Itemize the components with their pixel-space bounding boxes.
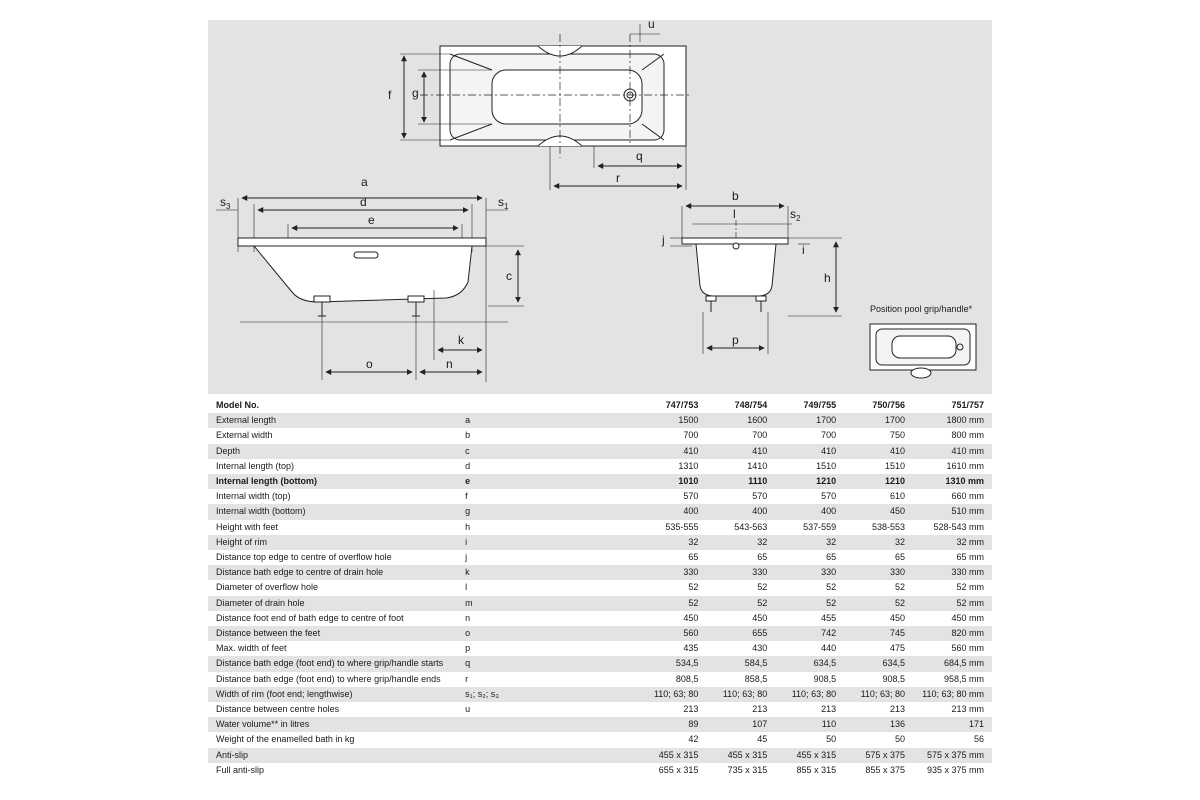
row-value: 560 bbox=[683, 628, 699, 639]
dim-label-s2: $s_2$ bbox=[790, 207, 801, 223]
row-label: Depth bbox=[216, 445, 241, 456]
row-value: 32 bbox=[757, 536, 768, 547]
row-value: 634,5 bbox=[882, 658, 905, 669]
row-value: 450 mm bbox=[951, 612, 984, 623]
row-value: 52 bbox=[688, 597, 699, 608]
row-value: 700 bbox=[821, 430, 837, 441]
row-symbol: g bbox=[465, 506, 471, 517]
row-value: 820 mm bbox=[951, 628, 984, 639]
row-label: External width bbox=[216, 430, 273, 441]
row-label: Height of rim bbox=[216, 536, 268, 547]
row-value: 65 bbox=[894, 552, 905, 563]
row-value: 213 bbox=[889, 704, 905, 715]
row-value: 700 bbox=[752, 430, 768, 441]
row-value: 110; 63; 80 mm bbox=[922, 688, 984, 699]
row-symbol bbox=[457, 748, 637, 763]
row-value: 450 bbox=[889, 506, 905, 517]
row-value: 510 mm bbox=[951, 506, 984, 517]
overflow-hole-icon bbox=[733, 243, 739, 249]
row-value: 89 bbox=[688, 719, 699, 730]
row-label: Internal length (top) bbox=[216, 460, 295, 471]
row-value: 1210 bbox=[884, 476, 905, 487]
row-value: 750 bbox=[889, 430, 905, 441]
row-value: 65 mm bbox=[956, 552, 984, 563]
row-symbol: c bbox=[465, 445, 470, 456]
table-row bbox=[208, 459, 992, 474]
table-row bbox=[208, 641, 992, 656]
row-value: 110; 63; 80 bbox=[722, 688, 768, 699]
table-row bbox=[208, 626, 992, 641]
row-value: 410 bbox=[821, 445, 837, 456]
row-symbol: b bbox=[465, 430, 471, 441]
row-value: 1110 bbox=[748, 476, 768, 487]
side-view-rim bbox=[238, 238, 486, 246]
dim-label-f: f bbox=[388, 88, 392, 102]
row-symbol: k bbox=[465, 567, 470, 578]
row-value: 450 bbox=[683, 612, 699, 623]
row-value: 858,5 bbox=[744, 673, 768, 684]
dim-label-g: g bbox=[412, 86, 419, 100]
row-value: 1700 bbox=[884, 415, 905, 426]
row-value: 430 bbox=[752, 643, 768, 654]
row-symbol: s₁; s₂; s₃ bbox=[465, 688, 499, 699]
end-view-tub-body bbox=[696, 244, 776, 296]
top-view-basin bbox=[492, 70, 642, 124]
row-symbol bbox=[457, 732, 637, 747]
row-value: 742 bbox=[821, 628, 837, 639]
row-value: 171 bbox=[968, 719, 984, 730]
row-label: Distance between the feet bbox=[216, 628, 321, 639]
row-value: 1500 bbox=[678, 415, 699, 426]
row-value: 52 mm bbox=[956, 597, 984, 608]
table-row bbox=[208, 763, 992, 778]
row-symbol: q bbox=[465, 658, 471, 669]
side-grip-handle bbox=[354, 252, 378, 258]
row-value: 450 bbox=[889, 612, 905, 623]
table-row bbox=[208, 550, 992, 565]
row-value: 534,5 bbox=[675, 658, 699, 669]
row-value: 935 x 375 mm bbox=[926, 764, 984, 775]
row-symbol: e bbox=[465, 476, 471, 487]
row-value: 400 bbox=[683, 506, 699, 517]
dim-label-d: d bbox=[360, 195, 367, 209]
row-value: 808,5 bbox=[675, 673, 699, 684]
row-value: 45 bbox=[757, 734, 768, 745]
table-row bbox=[208, 535, 992, 550]
row-value: 450 bbox=[752, 612, 768, 623]
row-value: 570 bbox=[752, 491, 768, 502]
row-value: 735 x 315 bbox=[727, 764, 768, 775]
row-label: Anti-slip bbox=[216, 749, 249, 760]
row-value: 330 bbox=[752, 567, 768, 578]
row-label: Weight of the enamelled bath in kg bbox=[216, 734, 355, 745]
row-label: Internal length (bottom) bbox=[216, 476, 317, 487]
row-value: 1210 bbox=[816, 476, 837, 487]
row-value: 32 bbox=[688, 536, 699, 547]
row-value: 660 mm bbox=[951, 491, 984, 502]
row-label: Width of rim (foot end; lengthwise) bbox=[216, 688, 353, 699]
row-value: 455 x 315 bbox=[727, 749, 768, 760]
row-value: 32 mm bbox=[956, 536, 984, 547]
row-value: 213 bbox=[683, 704, 699, 715]
table-row bbox=[208, 672, 992, 687]
row-value: 455 bbox=[821, 612, 837, 623]
dim-label-r: r bbox=[616, 171, 620, 185]
row-label: Diameter of overflow hole bbox=[216, 582, 319, 593]
row-value: 575 x 375 mm bbox=[926, 749, 984, 760]
dim-label-s1: $s_1$ bbox=[498, 195, 509, 211]
row-value: 1510 bbox=[884, 460, 905, 471]
row-value: 65 bbox=[688, 552, 699, 563]
row-value: 537-559 bbox=[803, 521, 837, 532]
row-symbol: r bbox=[465, 673, 469, 684]
table-row bbox=[208, 444, 992, 459]
row-label: Distance foot end of bath edge to centre of foot bbox=[216, 612, 404, 623]
right-foot bbox=[408, 296, 424, 302]
table-row bbox=[208, 656, 992, 671]
row-value: 655 bbox=[752, 628, 768, 639]
specification-table bbox=[208, 398, 992, 778]
row-value: 560 mm bbox=[951, 643, 984, 654]
row-value: 575 x 375 bbox=[865, 749, 905, 760]
row-value: 52 bbox=[894, 597, 905, 608]
table-row bbox=[208, 687, 992, 702]
row-value: 1310 mm bbox=[945, 476, 984, 487]
row-value: 32 bbox=[894, 536, 905, 547]
top-view bbox=[400, 24, 692, 190]
row-label: Water volume** in litres bbox=[216, 719, 310, 730]
datasheet bbox=[208, 20, 992, 780]
row-symbol: u bbox=[465, 704, 471, 715]
row-value: 570 bbox=[683, 491, 699, 502]
header-model: 748/754 bbox=[734, 400, 768, 410]
table-row bbox=[208, 474, 992, 489]
inset-grip-handle bbox=[911, 368, 931, 378]
row-symbol: n bbox=[465, 612, 471, 623]
row-symbol bbox=[457, 763, 637, 778]
row-value: 700 bbox=[683, 430, 699, 441]
row-symbol: l bbox=[465, 582, 468, 593]
row-value: 400 bbox=[821, 506, 837, 517]
row-label: Distance bath edge (foot end) to where grip/handle starts bbox=[216, 658, 444, 669]
row-label: External length bbox=[216, 415, 277, 426]
row-value: 1700 bbox=[816, 415, 837, 426]
row-value: 32 bbox=[826, 536, 837, 547]
row-label: Diameter of drain hole bbox=[216, 597, 305, 608]
table-row bbox=[208, 428, 992, 443]
row-symbol: p bbox=[465, 643, 471, 654]
row-value: 528-543 mm bbox=[933, 521, 984, 532]
row-value: 52 bbox=[826, 582, 837, 593]
row-value: 1610 mm bbox=[946, 460, 984, 471]
dim-label-k: k bbox=[458, 333, 464, 347]
row-value: 65 bbox=[826, 552, 837, 563]
row-value: 634,5 bbox=[813, 658, 837, 669]
row-value: 110; 63; 80 bbox=[653, 688, 699, 699]
row-label: Internal width (bottom) bbox=[216, 506, 306, 517]
table-row bbox=[208, 611, 992, 626]
row-label: Distance top edge to centre of overflow hole bbox=[216, 552, 392, 563]
row-value: 213 mm bbox=[951, 704, 984, 715]
dim-label-h: h bbox=[824, 271, 831, 285]
grip-position-inset bbox=[870, 324, 976, 378]
row-value: 610 bbox=[889, 491, 905, 502]
table-row bbox=[208, 717, 992, 732]
row-symbol: d bbox=[465, 460, 471, 471]
dim-label-n: n bbox=[446, 357, 453, 371]
row-value: 855 x 375 bbox=[865, 764, 905, 775]
row-value: 213 bbox=[821, 704, 837, 715]
row-value: 538-553 bbox=[871, 521, 905, 532]
table-row bbox=[208, 413, 992, 428]
table-body bbox=[208, 413, 992, 778]
row-label: Height with feet bbox=[216, 521, 279, 532]
row-value: 110; 63; 80 bbox=[791, 688, 837, 699]
header-model: 749/755 bbox=[803, 400, 837, 410]
row-value: 535-555 bbox=[665, 521, 699, 532]
row-value: 1600 bbox=[747, 415, 768, 426]
row-symbol: f bbox=[465, 491, 468, 502]
row-symbol: a bbox=[465, 415, 471, 426]
row-value: 570 bbox=[821, 491, 837, 502]
row-value: 410 bbox=[752, 445, 768, 456]
row-value: 745 bbox=[889, 628, 905, 639]
table-row bbox=[208, 702, 992, 717]
row-symbol: h bbox=[465, 521, 471, 532]
row-value: 56 bbox=[973, 734, 984, 745]
row-value: 50 bbox=[894, 734, 905, 745]
row-label: Distance bath edge (foot end) to where grip/handle ends bbox=[216, 673, 441, 684]
row-value: 110; 63; 80 bbox=[860, 688, 905, 699]
table-row bbox=[208, 748, 992, 763]
row-value: 584,5 bbox=[744, 658, 768, 669]
row-value: 908,5 bbox=[813, 673, 837, 684]
dim-label-e: e bbox=[368, 213, 375, 227]
table-row bbox=[208, 565, 992, 580]
row-value: 800 mm bbox=[951, 430, 984, 441]
row-value: 52 mm bbox=[956, 582, 984, 593]
row-value: 455 x 315 bbox=[658, 749, 699, 760]
row-value: 42 bbox=[688, 734, 699, 745]
dim-label-s3: $s_3$ bbox=[220, 195, 231, 211]
row-value: 330 bbox=[683, 567, 699, 578]
row-value: 1510 bbox=[816, 460, 837, 471]
row-value: 410 bbox=[889, 445, 905, 456]
row-value: 435 bbox=[683, 643, 699, 654]
dim-label-i: i bbox=[802, 243, 805, 257]
table-row bbox=[208, 596, 992, 611]
row-value: 655 x 315 bbox=[658, 764, 699, 775]
header-model: 750/756 bbox=[872, 400, 905, 410]
row-value: 136 bbox=[889, 719, 905, 730]
row-value: 52 bbox=[757, 597, 768, 608]
row-value: 455 x 315 bbox=[796, 749, 837, 760]
row-value: 410 bbox=[683, 445, 699, 456]
table-row bbox=[208, 580, 992, 595]
dim-label-c: c bbox=[506, 269, 512, 283]
row-symbol: i bbox=[465, 536, 468, 547]
row-value: 330 bbox=[821, 567, 837, 578]
row-symbol bbox=[457, 717, 637, 732]
row-value: 52 bbox=[894, 582, 905, 593]
table-row bbox=[208, 489, 992, 504]
row-value: 1800 mm bbox=[946, 415, 984, 426]
end-view bbox=[670, 206, 842, 354]
table-header-row bbox=[208, 398, 992, 413]
row-symbol: j bbox=[465, 552, 468, 563]
row-value: 440 bbox=[821, 643, 837, 654]
header-model: 751/757 bbox=[951, 400, 984, 410]
row-value: 1010 bbox=[678, 476, 699, 487]
row-label: Internal width (top) bbox=[216, 491, 291, 502]
row-value: 475 bbox=[889, 643, 905, 654]
row-symbol: o bbox=[465, 628, 471, 639]
dim-label-q: q bbox=[636, 149, 643, 163]
bathtub-drawing bbox=[208, 20, 992, 394]
row-label: Distance between centre holes bbox=[216, 704, 340, 715]
dim-label-o: o bbox=[366, 357, 373, 371]
row-value: 400 bbox=[752, 506, 768, 517]
dim-label-b: b bbox=[732, 189, 739, 203]
dim-label-a: a bbox=[361, 175, 368, 189]
row-symbol: m bbox=[465, 597, 473, 608]
row-value: 52 bbox=[757, 582, 768, 593]
dim-label-p: p bbox=[732, 333, 739, 347]
row-value: 65 bbox=[757, 552, 768, 563]
row-label: Distance bath edge to centre of drain hole bbox=[216, 567, 384, 578]
row-value: 52 bbox=[826, 597, 837, 608]
row-label: Max. width of feet bbox=[216, 643, 287, 654]
header-model-no: Model No. bbox=[216, 400, 259, 410]
row-value: 213 bbox=[752, 704, 768, 715]
row-value: 330 mm bbox=[951, 567, 984, 578]
row-value: 1410 bbox=[747, 460, 768, 471]
technical-drawing-panel bbox=[208, 20, 992, 394]
dim-label-l: l bbox=[733, 207, 736, 221]
header-model: 747/753 bbox=[665, 400, 699, 410]
row-value: 107 bbox=[752, 719, 768, 730]
row-value: 110 bbox=[821, 719, 837, 730]
left-foot bbox=[314, 296, 330, 302]
dim-label-u: u bbox=[648, 20, 655, 31]
row-value: 958,5 mm bbox=[943, 673, 984, 684]
row-value: 855 x 315 bbox=[796, 764, 837, 775]
row-value: 1310 bbox=[678, 460, 699, 471]
row-value: 52 bbox=[688, 582, 699, 593]
row-value: 50 bbox=[826, 734, 837, 745]
row-value: 908,5 bbox=[882, 673, 905, 684]
row-label: Full anti-slip bbox=[216, 764, 265, 775]
table-row bbox=[208, 732, 992, 747]
row-value: 684,5 mm bbox=[943, 658, 984, 669]
dim-label-j: j bbox=[662, 233, 665, 247]
table-row bbox=[208, 504, 992, 519]
row-value: 330 bbox=[889, 567, 905, 578]
inset-caption: Position pool grip/handle* bbox=[870, 304, 973, 314]
row-value: 410 mm bbox=[951, 445, 984, 456]
table-row bbox=[208, 520, 992, 535]
row-value: 543-563 bbox=[734, 521, 768, 532]
